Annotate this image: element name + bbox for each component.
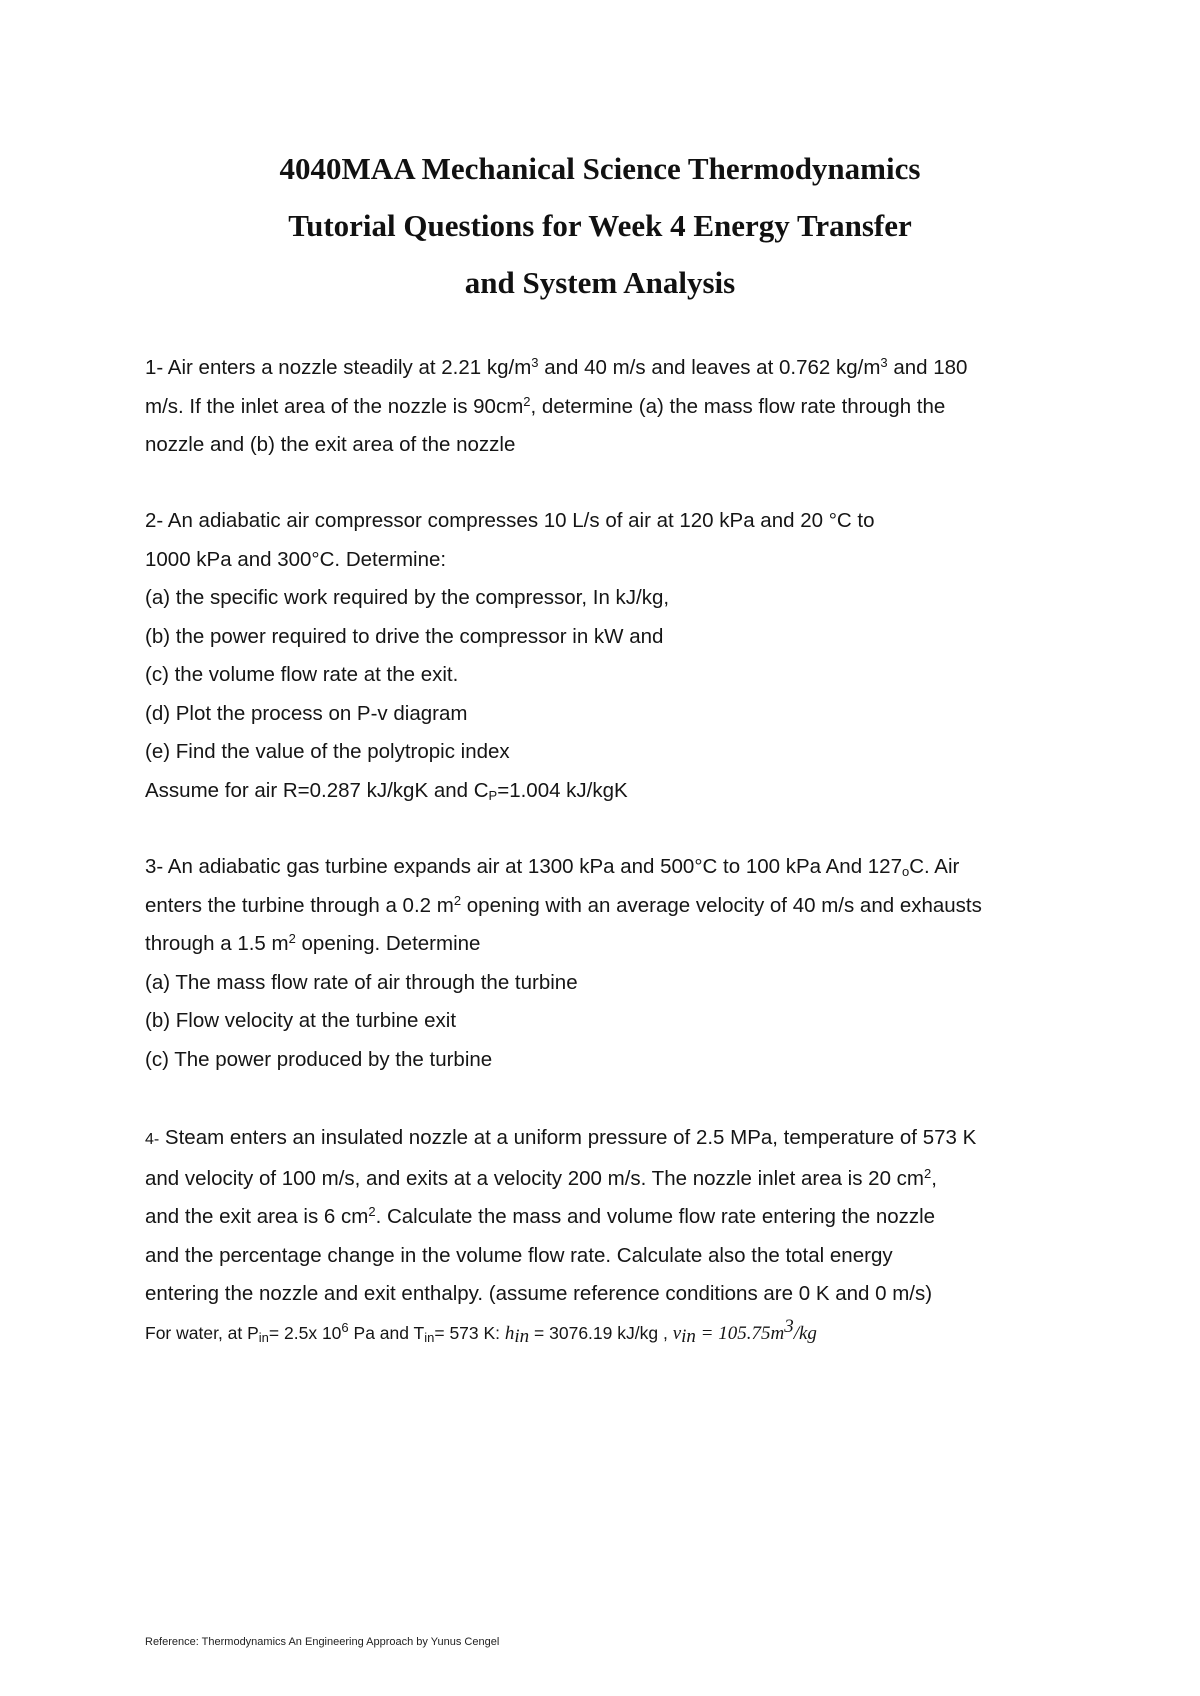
question-1-line-2: m/s. If the inlet area of the nozzle is $90cm^2$, determine (a) the mass flow rate through the — [145, 393, 946, 418]
question-4-line-4: and the percentage change in the volume flow rate. Calculate also the total energy — [145, 1243, 893, 1267]
question-3-line-3: through a 1.5 $m^2$ opening. Determine — [145, 931, 481, 955]
question-3-part-a: (a) The mass flow rate of air through the turbine — [145, 970, 578, 994]
question-1-line-3: nozzle and (b) the exit area of the nozzle — [145, 433, 516, 456]
reference-footer: Reference: Thermodynamics An Engineering Approach by Yunus Cengel — [145, 1636, 500, 1648]
question-2-line-2: 1000 kPa and 300°C. Determine: — [145, 547, 447, 571]
question-1 — [145, 349, 1075, 465]
question-2-part-e: (e) Find the value of the polytropic index — [145, 740, 510, 763]
question-2-assumption: Assume for air R=0.287 kJ/kgK and $C_P=1.004$ kJ/kgK — [145, 778, 628, 803]
title-line-1: 4040MAA Mechanical Science Thermodynamics — [279, 151, 921, 186]
question-3-part-c: (c) The power produced by the turbine — [145, 1047, 493, 1071]
question-2 — [145, 502, 1075, 810]
question-2-part-d: (d) Plot the process on P-v diagram — [145, 701, 468, 725]
question-4-line-1: 4- Steam enters an insulated nozzle at a uniform pressure of 2.5 MPa, temperature of 573 K — [145, 1126, 977, 1149]
question-4-line-2: and velocity of 100 m/s, and exits at a velocity 200 m/s. The nozzle inlet area is 20 $cm^2$, — [145, 1165, 937, 1190]
title-line-3: and System Analysis — [464, 265, 736, 300]
question-3-line-1: 3- An adiabatic gas turbine expands air at 1300 kPa and 500°C to 100 kPa And $127_oC$. Air — [145, 855, 960, 879]
question-4-water-data: For water, at $P_{in}= 2.5x$ $10^6$ Pa and $T_{in}= 573$ K: $h_{in} = 3076.19$ kJ/kg , $v_{in} = 105.75m^3/kg$ — [145, 1315, 817, 1347]
question-2-line-1: 2- An adiabatic air compressor compresses 10 L/s of air at 120 kPa and 20 °C to — [145, 509, 875, 532]
question-3-line-2: enters the turbine through a 0.2 $m^2$ opening with an average velocity of 40 m/s and exhausts — [145, 892, 982, 917]
question-3-part-b: (b) Flow velocity at the turbine exit — [145, 1009, 457, 1032]
title-line-2: Tutorial Questions for Week 4 Energy Transfer — [288, 208, 912, 243]
question-4-line-5: entering the nozzle and exit enthalpy. (assume reference conditions are 0 K and 0 m/s) — [145, 1282, 933, 1305]
document-title — [0, 140, 1200, 311]
question-2-part-b: (b) the power required to drive the compressor in kW and — [145, 624, 664, 648]
question-2-part-c: (c) the volume flow rate at the exit. — [145, 663, 459, 686]
question-4 — [145, 1119, 1075, 1351]
question-1-line-1: 1- Air enters a nozzle steadily at 2.21 $kg/m^3$ and 40 m/s and leaves at 0.762 $kg/m^3$ and 180 — [145, 355, 968, 379]
question-3 — [145, 848, 1075, 1079]
question-2-part-a: (a) the specific work required by the compressor, In kJ/kg, — [145, 586, 670, 609]
question-4-line-3: and the exit area is 6 $cm^2$. Calculate the mass and volume flow rate entering the nozzle — [145, 1204, 936, 1228]
